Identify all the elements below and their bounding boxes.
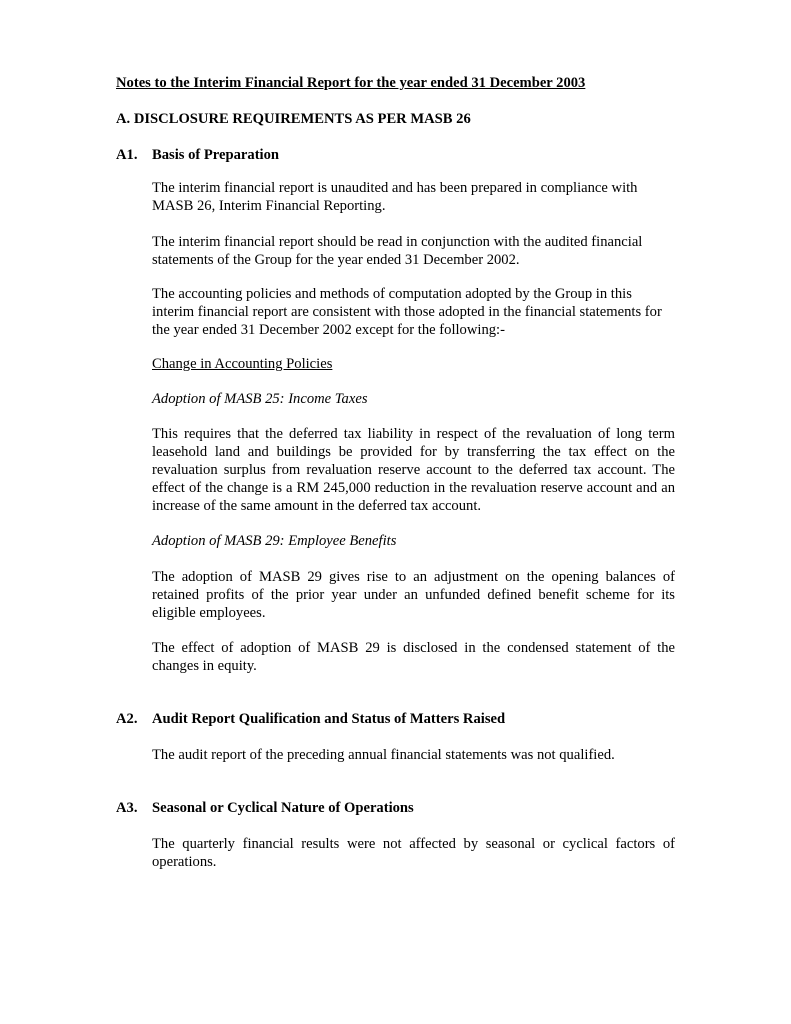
a2-title: Audit Report Qualification and Status of Matters Raised: [152, 711, 506, 727]
a3-paragraph: The quarterly financial results were not affected by seasonal or cyclical factors of operations.: [152, 836, 675, 870]
masb29-heading: Adoption of MASB 29: Employee Benefits: [152, 533, 397, 549]
a2-heading: [116, 710, 505, 728]
a1-paragraph-policies: The accounting policies and methods of computation adopted by the Group in this interim financial report are consistent with those adopted in the financial statements for the year ended 31 December 2002 except for the following:-: [152, 286, 662, 338]
a3-number: A3.: [116, 800, 138, 816]
a1-paragraph-conjunction: The interim financial report should be read in conjunction with the audited financial statements of the Group for the year ended 31 December 2002.: [152, 234, 643, 268]
masb25-paragraph: This requires that the deferred tax liability in respect of the revaluation of long term leasehold land and buildings be provided for by transferring the tax effect on the revaluation surplus from revaluation reserve account to the deferred tax account. The effect of the change is a RM 245,000 reduction in the revaluation reserve account and an increase of the same amount in the deferred tax account.: [152, 426, 675, 514]
a3-title: Seasonal or Cyclical Nature of Operations: [152, 800, 414, 816]
change-in-policies-heading: Change in Accounting Policies: [152, 356, 333, 372]
masb29-effect-paragraph: The effect of adoption of MASB 29 is disclosed in the condensed statement of the changes in equity.: [152, 640, 675, 674]
a1-number: A1.: [116, 147, 138, 163]
a2-paragraph: The audit report of the preceding annual financial statements was not qualified.: [152, 747, 615, 763]
masb29-paragraph: The adoption of MASB 29 gives rise to an adjustment on the opening balances of retained profits of the prior year under an unfunded defined benefit scheme for its eligible employees.: [152, 569, 675, 621]
a1-heading: [116, 146, 279, 164]
a2-number: A2.: [116, 711, 138, 727]
a1-title: Basis of Preparation: [152, 147, 280, 163]
masb25-heading: Adoption of MASB 25: Income Taxes: [152, 391, 368, 407]
a3-heading: [116, 799, 414, 817]
document-title: Notes to the Interim Financial Report for the year ended 31 December 2003: [116, 75, 586, 91]
a1-paragraph-compliance: The interim financial report is unaudited and has been prepared in compliance with MASB 26, Interim Financial Reporting.: [152, 180, 638, 214]
section-a-heading: A. DISCLOSURE REQUIREMENTS AS PER MASB 26: [116, 111, 471, 127]
